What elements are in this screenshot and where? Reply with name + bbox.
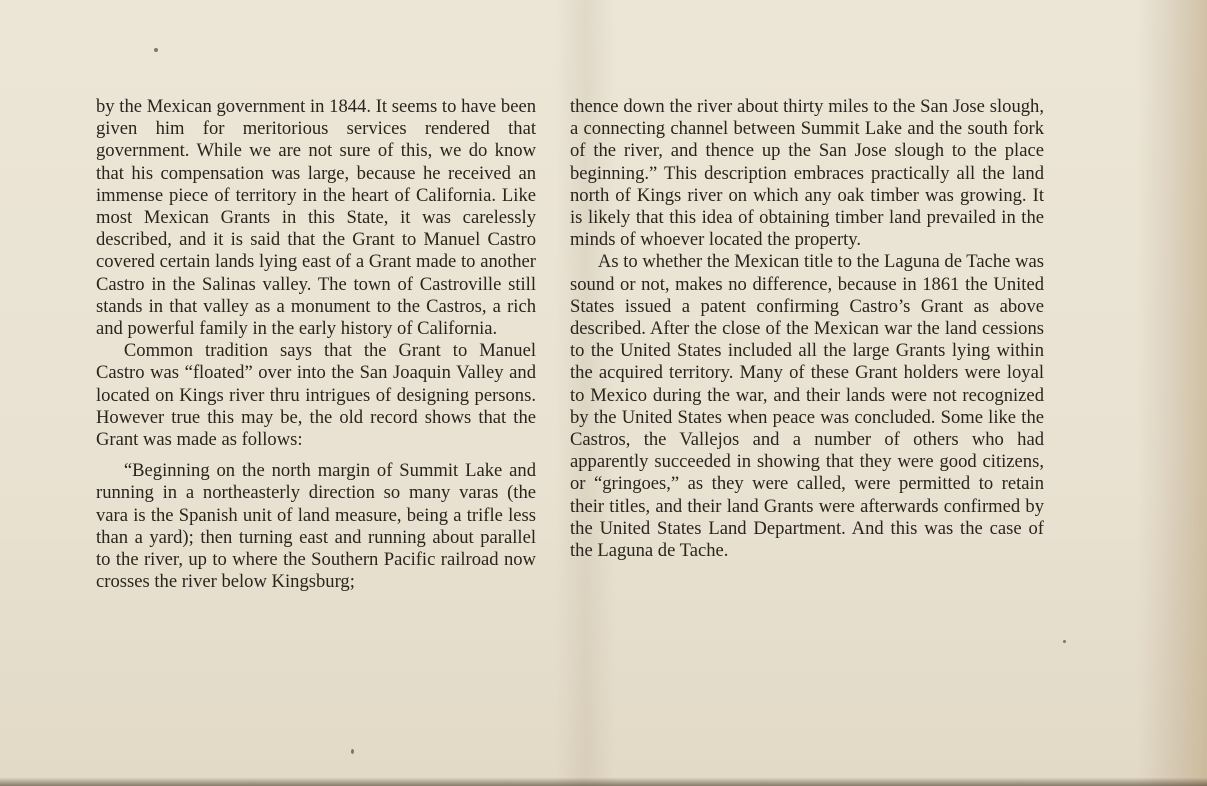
quoted-paragraph: “Beginning on the north margin of Summit Lake and running in a northeasterly direction so many varas (the vara is the Spanish unit of land measure, being a trifle less than a yard); then turning east and running about parallel to the river, up to where the Southern Pacific railroad now crosses the river below Kingsburg; xyxy=(96,460,536,593)
right-text-column xyxy=(570,96,1044,562)
ink-speck xyxy=(154,48,158,52)
left-text-column xyxy=(96,96,536,593)
page-bottom-edge xyxy=(0,778,1207,786)
ink-speck xyxy=(351,749,354,754)
paragraph: thence down the river about thirty miles to the San Jose slough, a connecting channel between Summit Lake and the south fork of the river, and thence up the San Jose slough to the place beginning.” This description embraces practically all the land north of Kings river on which any oak timber was growing. It is likely that this idea of obtaining timber land prevailed in the minds of whoever located the property. xyxy=(570,96,1044,251)
paragraph: by the Mexican government in 1844. It seems to have been given him for meritorious services rendered that government. While we are not sure of this, we do know that his compensation was large, because he received an immense piece of territory in the heart of California. Like most Mexican Grants in this State, it was carelessly described, and it is said that the Grant to Manuel Castro covered certain lands lying east of a Grant made to another Castro in the Salinas valley. The town of Castroville still stands in that valley as a monument to the Castros, a rich and powerful family in the early history of California. xyxy=(96,96,536,340)
ink-speck xyxy=(1063,640,1066,643)
paragraph: Common tradition says that the Grant to Manuel Castro was “floated” over into the San Joaquin Valley and located on Kings river thru intrigues of designing persons. However true this may be, the old record shows that the Grant was made as follows: xyxy=(96,340,536,451)
paragraph: As to whether the Mexican title to the Laguna de Tache was sound or not, makes no difference, because in 1861 the United States issued a patent confirming Castro’s Grant as above described. After the close of the Mexican war the land cessions to the United States included all the large Grants lying within the acquired territory. Many of these Grant holders were loyal to Mexico during the war, and their lands were not recognized by the United States when peace was concluded. Some like the Castros, the Vallejos and a number of others who had apparently succeeded in showing that they were good citizens, or “gringoes,” as they were called, were permitted to retain their titles, and their land Grants were afterwards confirmed by the United States Land Department. And this was the case of the Laguna de Tache. xyxy=(570,251,1044,562)
page-edge-shadow xyxy=(1137,0,1207,786)
